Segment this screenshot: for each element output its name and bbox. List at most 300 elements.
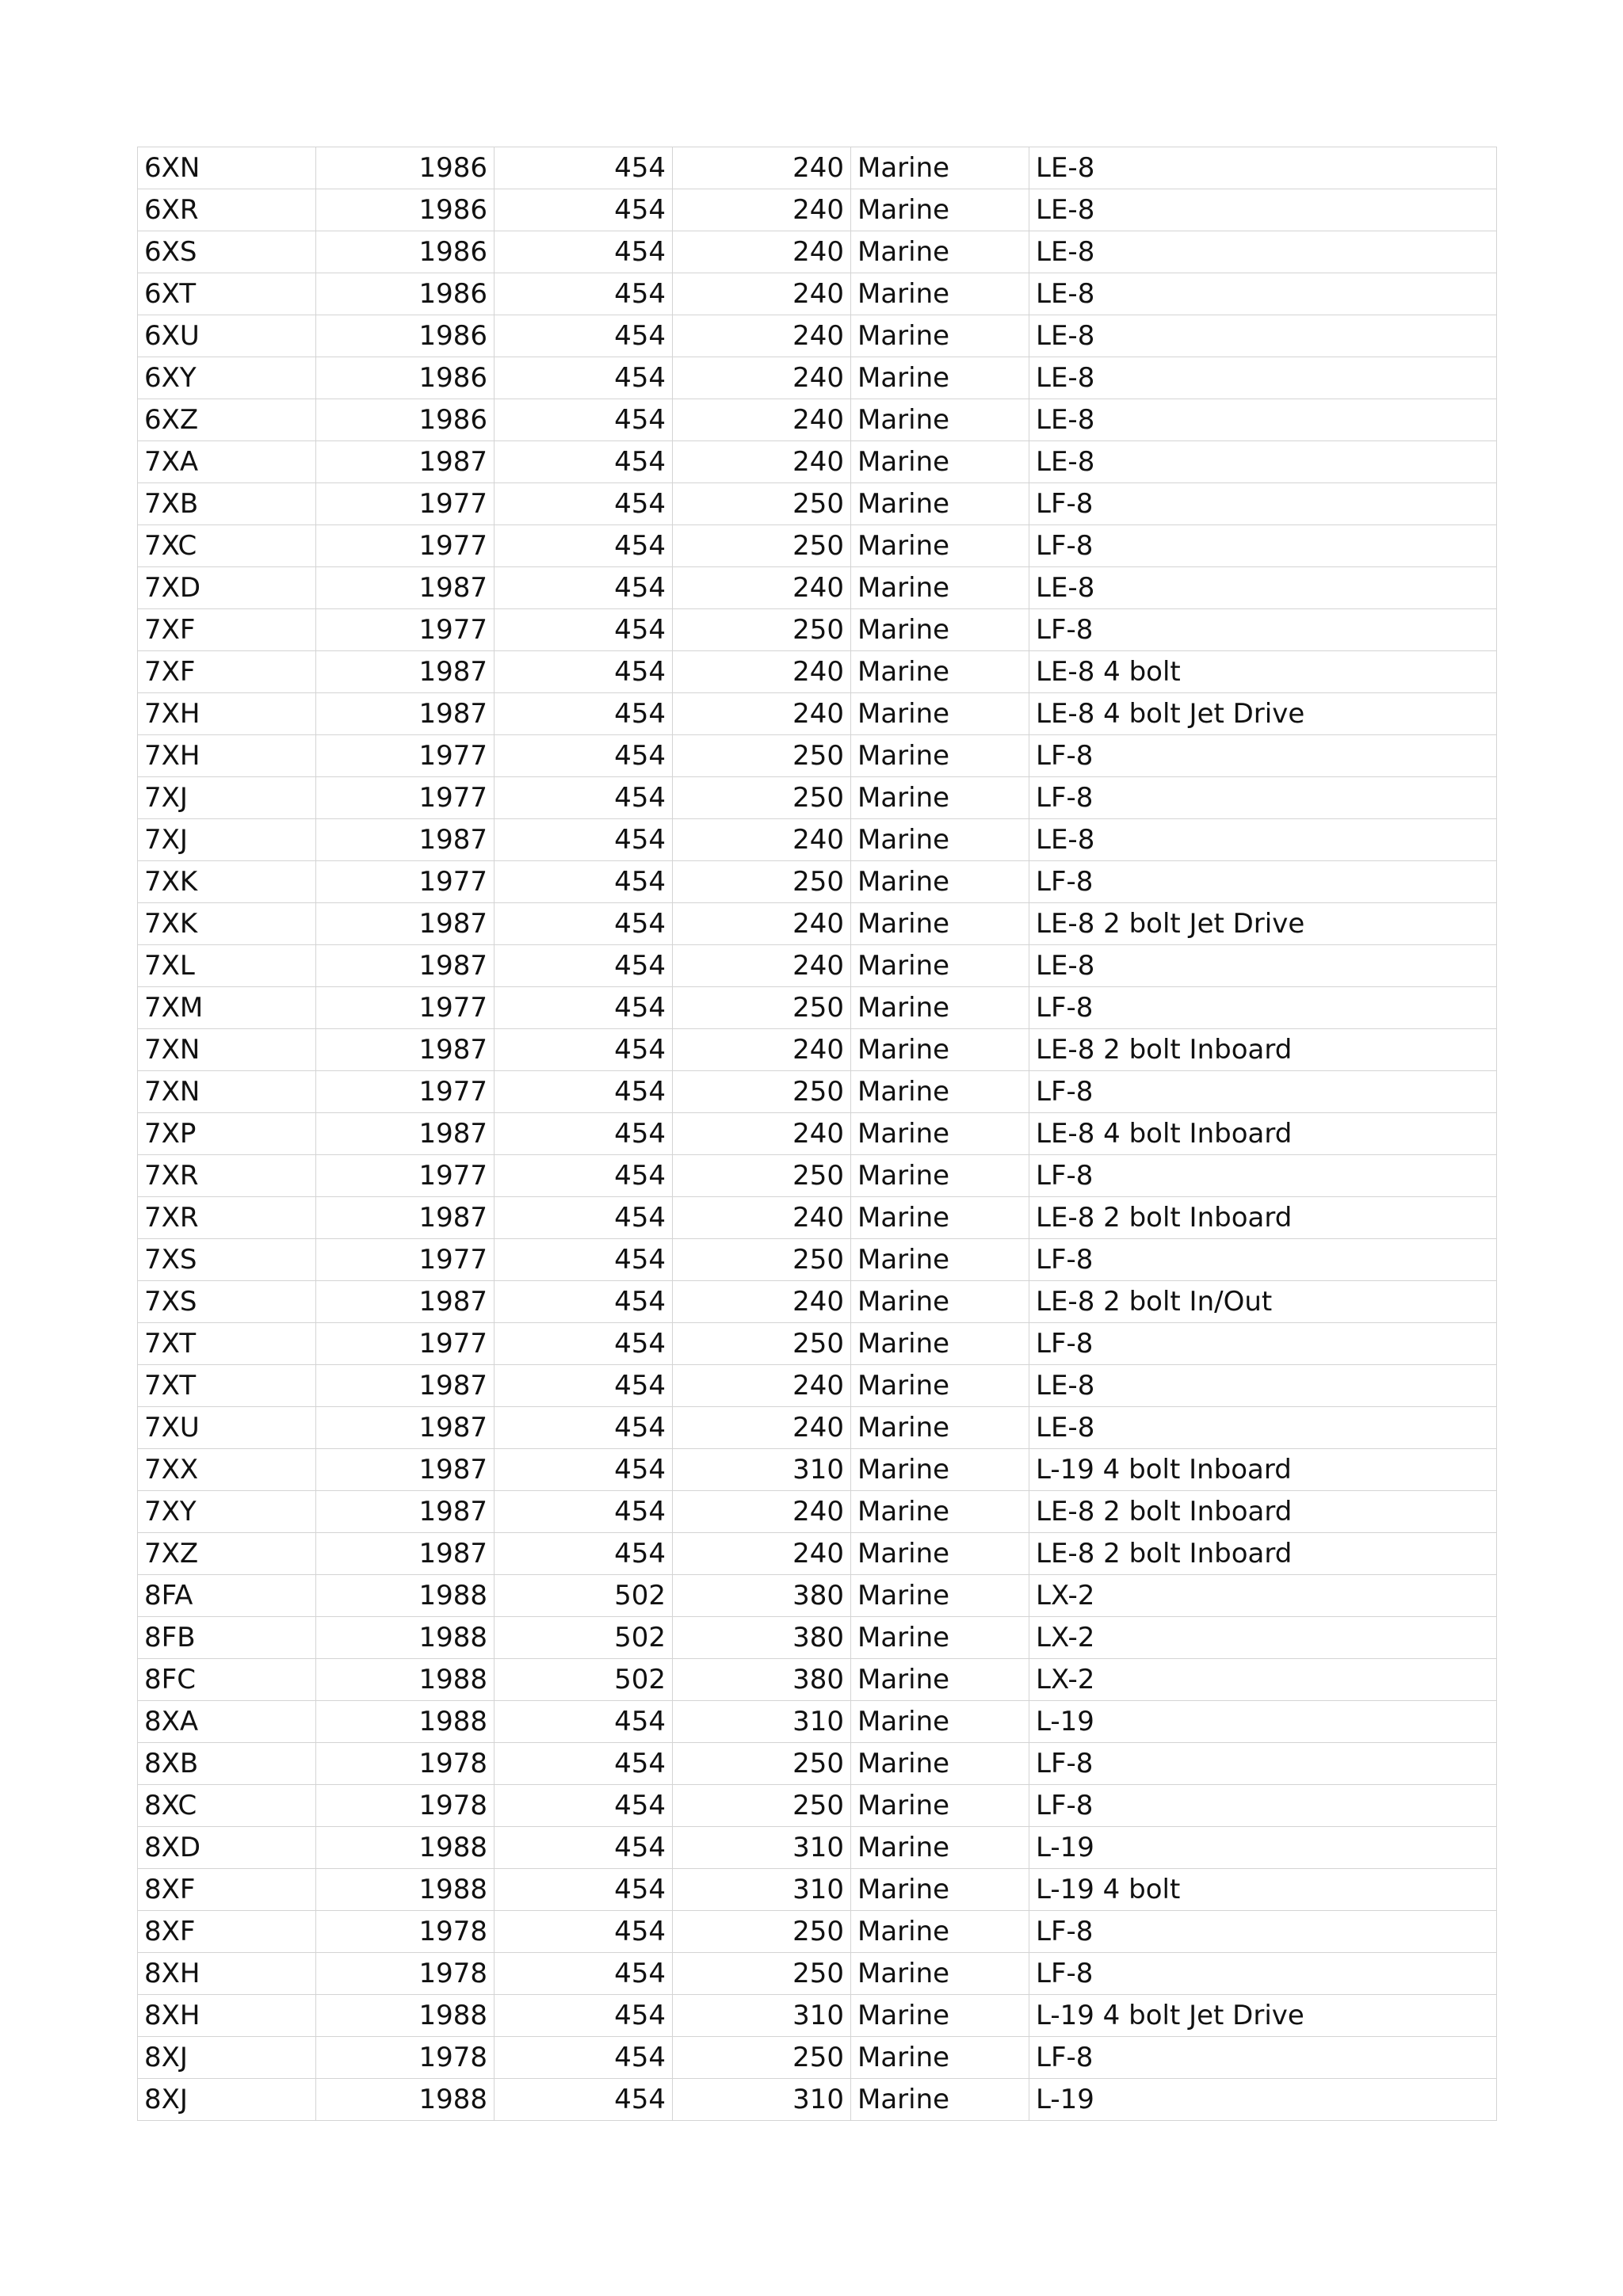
- year-cell: 1988: [316, 1827, 495, 1869]
- year-cell: 1987: [316, 1449, 495, 1491]
- engine-code-cell: 6XY: [138, 357, 316, 399]
- engine-code-cell: 6XS: [138, 231, 316, 273]
- horsepower-cell: 240: [673, 1197, 851, 1239]
- year-cell: 1987: [316, 567, 495, 609]
- application-cell: Marine: [851, 273, 1029, 315]
- year-cell: 1987: [316, 1491, 495, 1533]
- application-cell: Marine: [851, 1197, 1029, 1239]
- application-cell: Marine: [851, 693, 1029, 735]
- application-cell: Marine: [851, 1365, 1029, 1407]
- displacement-cell: 454: [495, 147, 673, 189]
- engine-code-cell: 7XX: [138, 1449, 316, 1491]
- application-cell: Marine: [851, 399, 1029, 441]
- engine-code-cell: 7XJ: [138, 819, 316, 861]
- engine-note-cell: LE-8 2 bolt Inboard: [1029, 1197, 1497, 1239]
- engine-code-cell: 7XR: [138, 1197, 316, 1239]
- engine-note-cell: LF-8: [1029, 777, 1497, 819]
- engine-code-cell: 7XK: [138, 861, 316, 903]
- engine-code-cell: 8XH: [138, 1995, 316, 2037]
- engine-note-cell: LE-8: [1029, 357, 1497, 399]
- year-cell: 1977: [316, 735, 495, 777]
- horsepower-cell: 250: [673, 987, 851, 1029]
- engine-note-cell: LX-2: [1029, 1575, 1497, 1617]
- engine-code-cell: 6XR: [138, 189, 316, 231]
- engine-code-cell: 8XF: [138, 1869, 316, 1911]
- horsepower-cell: 250: [673, 1911, 851, 1953]
- displacement-cell: 454: [495, 1365, 673, 1407]
- engine-code-cell: 7XR: [138, 1155, 316, 1197]
- displacement-cell: 454: [495, 1953, 673, 1995]
- table-row: [138, 273, 1497, 315]
- engine-code-cell: 8XF: [138, 1911, 316, 1953]
- table-row: [138, 1827, 1497, 1869]
- table-row: [138, 147, 1497, 189]
- application-cell: Marine: [851, 987, 1029, 1029]
- horsepower-cell: 250: [673, 609, 851, 651]
- table-row: [138, 651, 1497, 693]
- engine-note-cell: LE-8: [1029, 441, 1497, 483]
- year-cell: 1977: [316, 777, 495, 819]
- year-cell: 1986: [316, 399, 495, 441]
- horsepower-cell: 250: [673, 1785, 851, 1827]
- table-row: [138, 1659, 1497, 1701]
- engine-note-cell: LF-8: [1029, 1155, 1497, 1197]
- displacement-cell: 454: [495, 693, 673, 735]
- table-row: [138, 693, 1497, 735]
- table-row: [138, 399, 1497, 441]
- horsepower-cell: 310: [673, 1995, 851, 2037]
- table-row: [138, 1407, 1497, 1449]
- engine-code-cell: 6XT: [138, 273, 316, 315]
- table-row: [138, 1449, 1497, 1491]
- engine-note-cell: LE-8: [1029, 273, 1497, 315]
- year-cell: 1988: [316, 1659, 495, 1701]
- table-row: [138, 1869, 1497, 1911]
- table-row: [138, 1491, 1497, 1533]
- engine-note-cell: LE-8: [1029, 1407, 1497, 1449]
- year-cell: 1977: [316, 609, 495, 651]
- engine-code-cell: 6XZ: [138, 399, 316, 441]
- table-row: [138, 861, 1497, 903]
- year-cell: 1977: [316, 1323, 495, 1365]
- displacement-cell: 454: [495, 1785, 673, 1827]
- engine-code-cell: 7XL: [138, 945, 316, 987]
- application-cell: Marine: [851, 1575, 1029, 1617]
- displacement-cell: 454: [495, 861, 673, 903]
- application-cell: Marine: [851, 1281, 1029, 1323]
- application-cell: Marine: [851, 441, 1029, 483]
- engine-code-cell: 7XB: [138, 483, 316, 525]
- year-cell: 1987: [316, 1407, 495, 1449]
- year-cell: 1986: [316, 357, 495, 399]
- year-cell: 1987: [316, 1029, 495, 1071]
- engine-note-cell: L-19 4 bolt Inboard: [1029, 1449, 1497, 1491]
- engine-code-cell: 7XT: [138, 1365, 316, 1407]
- engine-code-cell: 7XF: [138, 651, 316, 693]
- application-cell: Marine: [851, 1743, 1029, 1785]
- engine-code-cell: 7XN: [138, 1029, 316, 1071]
- displacement-cell: 454: [495, 1197, 673, 1239]
- displacement-cell: 454: [495, 357, 673, 399]
- horsepower-cell: 240: [673, 315, 851, 357]
- table-row: [138, 189, 1497, 231]
- horsepower-cell: 250: [673, 777, 851, 819]
- displacement-cell: 454: [495, 1281, 673, 1323]
- horsepower-cell: 240: [673, 693, 851, 735]
- engine-note-cell: LE-8: [1029, 315, 1497, 357]
- application-cell: Marine: [851, 2079, 1029, 2121]
- table-row: [138, 525, 1497, 567]
- engine-note-cell: LE-8: [1029, 231, 1497, 273]
- table-row: [138, 2079, 1497, 2121]
- table-row: [138, 2037, 1497, 2079]
- engine-code-cell: 8XC: [138, 1785, 316, 1827]
- horsepower-cell: 240: [673, 189, 851, 231]
- displacement-cell: 454: [495, 315, 673, 357]
- table-row: [138, 1113, 1497, 1155]
- horsepower-cell: 310: [673, 1869, 851, 1911]
- horsepower-cell: 250: [673, 1155, 851, 1197]
- year-cell: 1987: [316, 1281, 495, 1323]
- displacement-cell: 454: [495, 1449, 673, 1491]
- table-body: [138, 147, 1497, 2121]
- engine-note-cell: L-19 4 bolt: [1029, 1869, 1497, 1911]
- table-row: [138, 1281, 1497, 1323]
- table-row: [138, 903, 1497, 945]
- application-cell: Marine: [851, 777, 1029, 819]
- displacement-cell: 454: [495, 735, 673, 777]
- engine-note-cell: LF-8: [1029, 1239, 1497, 1281]
- application-cell: Marine: [851, 1869, 1029, 1911]
- engine-code-cell: 7XD: [138, 567, 316, 609]
- table-row: [138, 1911, 1497, 1953]
- table-row: [138, 1995, 1497, 2037]
- table-row: [138, 1575, 1497, 1617]
- displacement-cell: 454: [495, 1995, 673, 2037]
- engine-code-cell: 7XS: [138, 1281, 316, 1323]
- year-cell: 1988: [316, 1995, 495, 2037]
- application-cell: Marine: [851, 1491, 1029, 1533]
- horsepower-cell: 240: [673, 945, 851, 987]
- engine-note-cell: LE-8 2 bolt Inboard: [1029, 1533, 1497, 1575]
- engine-note-cell: LF-8: [1029, 1953, 1497, 1995]
- application-cell: Marine: [851, 1071, 1029, 1113]
- year-cell: 1987: [316, 441, 495, 483]
- year-cell: 1987: [316, 693, 495, 735]
- application-cell: Marine: [851, 567, 1029, 609]
- year-cell: 1987: [316, 651, 495, 693]
- displacement-cell: 454: [495, 1155, 673, 1197]
- application-cell: Marine: [851, 525, 1029, 567]
- engine-note-cell: LX-2: [1029, 1659, 1497, 1701]
- displacement-cell: 454: [495, 777, 673, 819]
- year-cell: 1987: [316, 1533, 495, 1575]
- year-cell: 1986: [316, 189, 495, 231]
- engine-code-cell: 6XN: [138, 147, 316, 189]
- application-cell: Marine: [851, 1911, 1029, 1953]
- displacement-cell: 454: [495, 1533, 673, 1575]
- application-cell: Marine: [851, 315, 1029, 357]
- application-cell: Marine: [851, 903, 1029, 945]
- year-cell: 1987: [316, 903, 495, 945]
- displacement-cell: 454: [495, 1071, 673, 1113]
- application-cell: Marine: [851, 861, 1029, 903]
- displacement-cell: 454: [495, 399, 673, 441]
- engine-note-cell: L-19: [1029, 1827, 1497, 1869]
- engine-code-cell: 7XC: [138, 525, 316, 567]
- displacement-cell: 454: [495, 567, 673, 609]
- engine-code-cell: 7XJ: [138, 777, 316, 819]
- engine-note-cell: LF-8: [1029, 525, 1497, 567]
- application-cell: Marine: [851, 735, 1029, 777]
- table-row: [138, 567, 1497, 609]
- engine-code-cell: 8XA: [138, 1701, 316, 1743]
- application-cell: Marine: [851, 1323, 1029, 1365]
- year-cell: 1986: [316, 315, 495, 357]
- horsepower-cell: 310: [673, 1827, 851, 1869]
- displacement-cell: 502: [495, 1617, 673, 1659]
- application-cell: Marine: [851, 1785, 1029, 1827]
- horsepower-cell: 240: [673, 819, 851, 861]
- year-cell: 1987: [316, 1365, 495, 1407]
- engine-note-cell: LF-8: [1029, 1785, 1497, 1827]
- year-cell: 1977: [316, 483, 495, 525]
- table-row: [138, 609, 1497, 651]
- horsepower-cell: 240: [673, 231, 851, 273]
- horsepower-cell: 250: [673, 1953, 851, 1995]
- table-row: [138, 1155, 1497, 1197]
- horsepower-cell: 250: [673, 735, 851, 777]
- displacement-cell: 454: [495, 1113, 673, 1155]
- engine-note-cell: LE-8: [1029, 567, 1497, 609]
- displacement-cell: 454: [495, 1239, 673, 1281]
- year-cell: 1986: [316, 273, 495, 315]
- horsepower-cell: 240: [673, 1491, 851, 1533]
- horsepower-cell: 250: [673, 1323, 851, 1365]
- application-cell: Marine: [851, 1953, 1029, 1995]
- horsepower-cell: 240: [673, 1365, 851, 1407]
- application-cell: Marine: [851, 2037, 1029, 2079]
- horsepower-cell: 240: [673, 399, 851, 441]
- table-row: [138, 357, 1497, 399]
- displacement-cell: 454: [495, 651, 673, 693]
- table-row: [138, 231, 1497, 273]
- engine-note-cell: LE-8 2 bolt Jet Drive: [1029, 903, 1497, 945]
- application-cell: Marine: [851, 819, 1029, 861]
- engine-note-cell: LF-8: [1029, 609, 1497, 651]
- displacement-cell: 454: [495, 1911, 673, 1953]
- application-cell: Marine: [851, 231, 1029, 273]
- engine-note-cell: L-19 4 bolt Jet Drive: [1029, 1995, 1497, 2037]
- year-cell: 1987: [316, 1113, 495, 1155]
- application-cell: Marine: [851, 1701, 1029, 1743]
- displacement-cell: 454: [495, 1029, 673, 1071]
- application-cell: Marine: [851, 483, 1029, 525]
- engine-note-cell: LE-8 4 bolt: [1029, 651, 1497, 693]
- table-row: [138, 1743, 1497, 1785]
- engine-code-table: [137, 147, 1497, 2121]
- engine-code-cell: 7XH: [138, 693, 316, 735]
- engine-note-cell: LE-8: [1029, 945, 1497, 987]
- engine-note-cell: L-19: [1029, 1701, 1497, 1743]
- year-cell: 1988: [316, 1617, 495, 1659]
- engine-code-cell: 7XH: [138, 735, 316, 777]
- engine-note-cell: LF-8: [1029, 1071, 1497, 1113]
- application-cell: Marine: [851, 1617, 1029, 1659]
- displacement-cell: 454: [495, 483, 673, 525]
- horsepower-cell: 380: [673, 1659, 851, 1701]
- table-row: [138, 819, 1497, 861]
- table-row: [138, 1071, 1497, 1113]
- engine-code-cell: 7XT: [138, 1323, 316, 1365]
- application-cell: Marine: [851, 1449, 1029, 1491]
- displacement-cell: 454: [495, 189, 673, 231]
- application-cell: Marine: [851, 651, 1029, 693]
- engine-code-cell: 7XM: [138, 987, 316, 1029]
- year-cell: 1977: [316, 1239, 495, 1281]
- displacement-cell: 454: [495, 609, 673, 651]
- displacement-cell: 502: [495, 1575, 673, 1617]
- engine-note-cell: LE-8: [1029, 819, 1497, 861]
- displacement-cell: 454: [495, 2079, 673, 2121]
- displacement-cell: 454: [495, 1701, 673, 1743]
- engine-note-cell: LF-8: [1029, 2037, 1497, 2079]
- displacement-cell: 454: [495, 273, 673, 315]
- table-row: [138, 1239, 1497, 1281]
- engine-code-cell: 8XJ: [138, 2037, 316, 2079]
- table-row: [138, 1785, 1497, 1827]
- horsepower-cell: 240: [673, 357, 851, 399]
- engine-note-cell: LE-8: [1029, 399, 1497, 441]
- table-row: [138, 483, 1497, 525]
- engine-note-cell: LE-8: [1029, 147, 1497, 189]
- engine-note-cell: LF-8: [1029, 987, 1497, 1029]
- horsepower-cell: 240: [673, 1029, 851, 1071]
- displacement-cell: 454: [495, 231, 673, 273]
- year-cell: 1978: [316, 1911, 495, 1953]
- engine-note-cell: LE-8 2 bolt In/Out: [1029, 1281, 1497, 1323]
- application-cell: Marine: [851, 609, 1029, 651]
- year-cell: 1978: [316, 1743, 495, 1785]
- horsepower-cell: 380: [673, 1575, 851, 1617]
- table-row: [138, 315, 1497, 357]
- engine-note-cell: LX-2: [1029, 1617, 1497, 1659]
- horsepower-cell: 380: [673, 1617, 851, 1659]
- application-cell: Marine: [851, 1995, 1029, 2037]
- engine-code-cell: 8FB: [138, 1617, 316, 1659]
- horsepower-cell: 250: [673, 525, 851, 567]
- year-cell: 1978: [316, 1953, 495, 1995]
- year-cell: 1986: [316, 231, 495, 273]
- displacement-cell: 454: [495, 945, 673, 987]
- table-row: [138, 1617, 1497, 1659]
- horsepower-cell: 240: [673, 1533, 851, 1575]
- engine-code-cell: 8XD: [138, 1827, 316, 1869]
- engine-note-cell: LF-8: [1029, 1743, 1497, 1785]
- table-row: [138, 1533, 1497, 1575]
- engine-note-cell: LE-8 4 bolt Jet Drive: [1029, 693, 1497, 735]
- horsepower-cell: 310: [673, 1449, 851, 1491]
- application-cell: Marine: [851, 357, 1029, 399]
- displacement-cell: 454: [495, 1869, 673, 1911]
- table-row: [138, 945, 1497, 987]
- displacement-cell: 454: [495, 1407, 673, 1449]
- displacement-cell: 454: [495, 987, 673, 1029]
- application-cell: Marine: [851, 189, 1029, 231]
- year-cell: 1977: [316, 525, 495, 567]
- displacement-cell: 454: [495, 441, 673, 483]
- engine-note-cell: LE-8 2 bolt Inboard: [1029, 1491, 1497, 1533]
- year-cell: 1988: [316, 1701, 495, 1743]
- horsepower-cell: 240: [673, 567, 851, 609]
- horsepower-cell: 240: [673, 1281, 851, 1323]
- year-cell: 1977: [316, 987, 495, 1029]
- year-cell: 1988: [316, 1869, 495, 1911]
- table-row: [138, 1029, 1497, 1071]
- horsepower-cell: 240: [673, 1407, 851, 1449]
- table-row: [138, 1197, 1497, 1239]
- horsepower-cell: 250: [673, 1071, 851, 1113]
- horsepower-cell: 240: [673, 903, 851, 945]
- displacement-cell: 454: [495, 819, 673, 861]
- table-row: [138, 441, 1497, 483]
- application-cell: Marine: [851, 1533, 1029, 1575]
- table-row: [138, 777, 1497, 819]
- engine-code-cell: 7XS: [138, 1239, 316, 1281]
- table-row: [138, 735, 1497, 777]
- engine-note-cell: LF-8: [1029, 735, 1497, 777]
- horsepower-cell: 240: [673, 651, 851, 693]
- displacement-cell: 454: [495, 1827, 673, 1869]
- displacement-cell: 454: [495, 1491, 673, 1533]
- displacement-cell: 454: [495, 1743, 673, 1785]
- year-cell: 1977: [316, 1071, 495, 1113]
- horsepower-cell: 310: [673, 2079, 851, 2121]
- engine-note-cell: LF-8: [1029, 1911, 1497, 1953]
- horsepower-cell: 310: [673, 1701, 851, 1743]
- year-cell: 1977: [316, 861, 495, 903]
- engine-code-cell: 7XA: [138, 441, 316, 483]
- engine-note-cell: LE-8: [1029, 189, 1497, 231]
- engine-code-cell: 6XU: [138, 315, 316, 357]
- engine-note-cell: LF-8: [1029, 861, 1497, 903]
- engine-code-cell: 8FA: [138, 1575, 316, 1617]
- engine-code-cell: 7XY: [138, 1491, 316, 1533]
- engine-code-cell: 8XB: [138, 1743, 316, 1785]
- application-cell: Marine: [851, 1827, 1029, 1869]
- table-row: [138, 1365, 1497, 1407]
- engine-code-cell: 8XH: [138, 1953, 316, 1995]
- engine-code-cell: 8FC: [138, 1659, 316, 1701]
- horsepower-cell: 240: [673, 273, 851, 315]
- displacement-cell: 454: [495, 903, 673, 945]
- engine-code-cell: 7XN: [138, 1071, 316, 1113]
- horsepower-cell: 250: [673, 1239, 851, 1281]
- application-cell: Marine: [851, 1659, 1029, 1701]
- engine-note-cell: LE-8 4 bolt Inboard: [1029, 1113, 1497, 1155]
- horsepower-cell: 240: [673, 1113, 851, 1155]
- application-cell: Marine: [851, 945, 1029, 987]
- application-cell: Marine: [851, 1113, 1029, 1155]
- engine-note-cell: LF-8: [1029, 1323, 1497, 1365]
- displacement-cell: 454: [495, 2037, 673, 2079]
- horsepower-cell: 240: [673, 147, 851, 189]
- engine-code-cell: 7XK: [138, 903, 316, 945]
- engine-code-cell: 7XF: [138, 609, 316, 651]
- engine-note-cell: LE-8 2 bolt Inboard: [1029, 1029, 1497, 1071]
- application-cell: Marine: [851, 1029, 1029, 1071]
- application-cell: Marine: [851, 1407, 1029, 1449]
